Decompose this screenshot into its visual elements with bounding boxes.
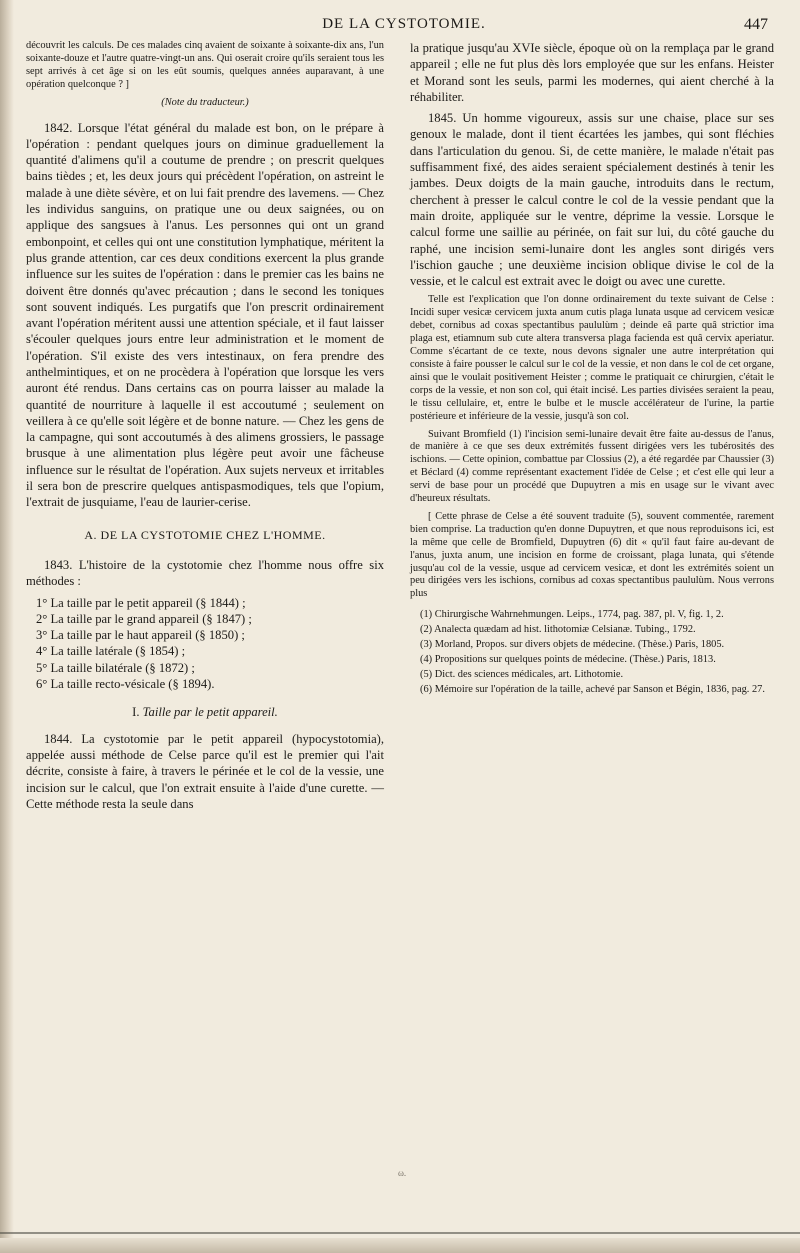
small-paragraph-celse: Telle est l'explication que l'on donne ordinairement du texte suivant de Celse : Incidi super vesicæ cervicem juxta anum cutis plaga lunata usque ad cervicem vesicæ debet, cornibus ad coxas spectantibus paululùm ; deinde eâ parte quâ strictior ima plaga est, etiamnum sub cute altera transversa plaga facienda est quâ cervix aperiatur. Comme s'écartant de ce texte, nous devons signaler une autre interprétation qui consiste à faire pousser le calcul sur le col de la vessie, et non dans le col de cet organe, ainsi que le voulait positivement Heister ; comme le pratiquait ce chirurgien, c'était le corps de la vessie, et non son col, qui était incisé. Les parties divisées seraient la peau, le tissu cellulaire, et, entre le bulbe et le muscle accélérateur de l'urine, la partie postérieure et inférieure de la vessie, jusqu'à son col. — [410, 294, 774, 422]
paragraph-1845: 1845. Un homme vigoureux, assis sur une chaise, place sur ses genoux le malade, dont il tient écartées les jambes, qui sont fléchies dans l'articulation du genou. Si, de cette manière, le malade n'était pas suffisamment fixé, des aides seraient spécialement destinés à tenir les jambes. Deux doigts de la main gauche, introduits dans le rectum, cherchent à presser le calcul contre le col de la vessie pendant que la main droite, appliquée sur le ventre, déprime la vessie. Lorsque le calcul forme une saillie au périnée, on fait sur lui, du côté gauche du raphé, une incision semi-lunaire dont les angles sont dirigés vers l'ischion gauche ; une deuxième incision oblique divise le col de la vessie, et le calcul est extrait avec le doigt ou avec une curette. — [410, 111, 774, 289]
right-column — [410, 40, 774, 699]
paragraph-1844: 1844. La cystotomie par le petit appareil (hypocystotomia), appelée aussi méthode de Celse parce qu'il est le premier qui l'ait décrite, consiste à faire, à travers le périnée et le col de la vessie, une incision sur le calcul, que l'on extrait ensuite à l'aide d'une curette. — Cette méthode resta la seule dans — [26, 731, 384, 811]
section-i-title: Taille par le petit appareil. — [142, 705, 278, 720]
running-title: DE LA CYSTOTOMIE. — [322, 16, 486, 32]
method-item: 4° La taille latérale (§ 1854) ; — [36, 644, 186, 659]
footnotes — [410, 609, 774, 696]
page-spine-shadow — [0, 0, 14, 1253]
footnote: (3) Morland, Propos. sur divers objets de médecine. (Thèse.) Paris, 1805. — [420, 639, 725, 651]
page-bottom-edge — [0, 1238, 800, 1253]
small-paragraph-translation: [ Cette phrase de Celse a été souvent traduite (5), souvent commentée, rarement bien comprise. La traduction qu'en donne Dupuytren, et que nous reproduisons ici, est la même que celle de Bromfield, Dupuytren (6) dit « qu'il faut faire au-devant de l'anus, juxta anum, une incision en forme de croissant, plaga lunata, qui s'étende jusqu'au col de la vessie, usque ad cervicem vesicæ, et dont les extrémités soient un peu dirigées vers les ischions, cornibus ad coxas spectantibus paululùm. Nous verrons plus — [410, 510, 774, 600]
footnote: (4) Propositions sur quelques points de médecine. (Thèse.) Paris, 1813. — [420, 654, 716, 666]
method-item: 6° La taille recto-vésicale (§ 1894). — [36, 677, 215, 692]
section-heading-a: A. DE LA CYSTOTOMIE CHEZ L'HOMME. — [84, 527, 326, 542]
footnote: (1) Chirurgische Wahrnehmungen. Leips., 1774, pag. 387, pl. V, fig. 1, 2. — [420, 609, 724, 621]
paragraph-1842: 1842. Lorsque l'état général du malade est bon, on le prépare à l'opération : pendant quelques jours on diminue graduellement la quantité d'alimens qu'il a coutume de prendre ; on prescrit quelques bains tièdes ; et, les deux jours qui précèdent l'opération, on astreint le malade à une diète sévère, et on lui fait prendre des lavemens. — Chez les individus sanguins, on pratique une ou deux saignées, ou on applique des sangsues à l'anus. Les personnes qui ont un grand embonpoint, et celles qui ont une constitution lymphatique, méritent la plus grande attention, car ces deux conditions exercent la plus grande influence sur les suites de l'opération : dans le premier cas les bains ne doivent être donnés qu'avec précaution ; dans le second les toniques sont souvent indiqués. Les purgatifs que l'on prescrit ordinairement avant l'opération méritent aussi une attention spéciale, et il faut laisser s'écouler quelques jours entre leur administration et le moment de l'opération. S'il existe des vers intestinaux, on fera prendre des anthelmintiques, et on ne procèdera à l'opération que lorsque les vers auront été rendus. Dans certains cas on pourra laisser au malade la quantité de nourriture à laquelle il est accoutumé ; seulement on veillera à ce qu'elle soit légère et de bonne nature. — Chez les gens de la campagne, qui sont accoutumés à des alimens grossiers, le passage brusque à une alimentation plus légère peut avoir une fâcheuse influence sur le résultat de l'opération. Aux sujets nerveux et irritables il sera bon de prescrire quelques antispasmodiques, tels que l'opium, l'extrait de jusquiame, l'eau de laurier-cerise. — [26, 120, 384, 510]
section-i-number: I. — [132, 705, 140, 720]
method-item: 1° La taille par le petit appareil (§ 1844) ; — [36, 595, 246, 610]
section-heading-i — [26, 704, 384, 720]
method-item: 5° La taille bilatérale (§ 1872) ; — [36, 660, 195, 675]
paragraph-1843: 1843. L'histoire de la cystotomie chez l'homme nous offre six méthodes : — [26, 557, 384, 589]
bottom-rule — [0, 1232, 800, 1234]
page-number: 447 — [744, 16, 768, 33]
footnote: (5) Dict. des sciences médicales, art. Lithotomie. — [420, 668, 624, 680]
paragraph-continuation: la pratique jusqu'au XVIe siècle, époque où on la remplaça par le grand appareil ; elle ne fut plus dès lors employée que sur les enfans. Heister et Morand sont les seuls, parmi les modernes, qui aient cherché à la réhabiliter. — [410, 41, 774, 104]
signature-mark: ω. — [398, 1168, 407, 1178]
left-column — [26, 40, 384, 817]
small-paragraph-bromfield: Suivant Bromfield (1) l'incision semi-lunaire devait être faite au-dessus de l'anus, de manière à ce que ses deux extrémités fussent dirigées vers les tubérosités des ischions. — Cette opinion, combattue par Clossius (2), a été regardée par Chaussier (3) et Béclard (4) comme représentant exactement l'idée de Celse ; et c'est elle qui leur a servi de base pour un procédé que Dupuytren a mis en usage sur le vivant avec d'heureux résultats. — [410, 428, 774, 505]
method-item: 2° La taille par le grand appareil (§ 1847) ; — [36, 611, 252, 626]
methods-list — [26, 595, 384, 693]
method-item: 3° La taille par le haut appareil (§ 1850) ; — [36, 628, 245, 643]
carryover-note: découvrit les calculs. De ces malades cinq avaient de soixante à soixante-dix ans, l'un soixante-douze et l'autre quatre-vingt-un ans. Qui oserait croire qu'ils seraient tous les sept arrivés à cet âge si on les eût soumis, quelques années auparavant, à une opération quelconque ? ] — [26, 40, 384, 90]
page-header — [40, 14, 768, 36]
footnote: (2) Analecta quædam ad hist. lithotomiæ Celsianæ. Tubing., 1792. — [420, 624, 696, 636]
note-credit: (Note du traducteur.) — [161, 96, 249, 108]
footnote: (6) Mémoire sur l'opération de la taille, achevé par Sanson et Bégin, 1836, pag. 27. — [420, 683, 765, 695]
